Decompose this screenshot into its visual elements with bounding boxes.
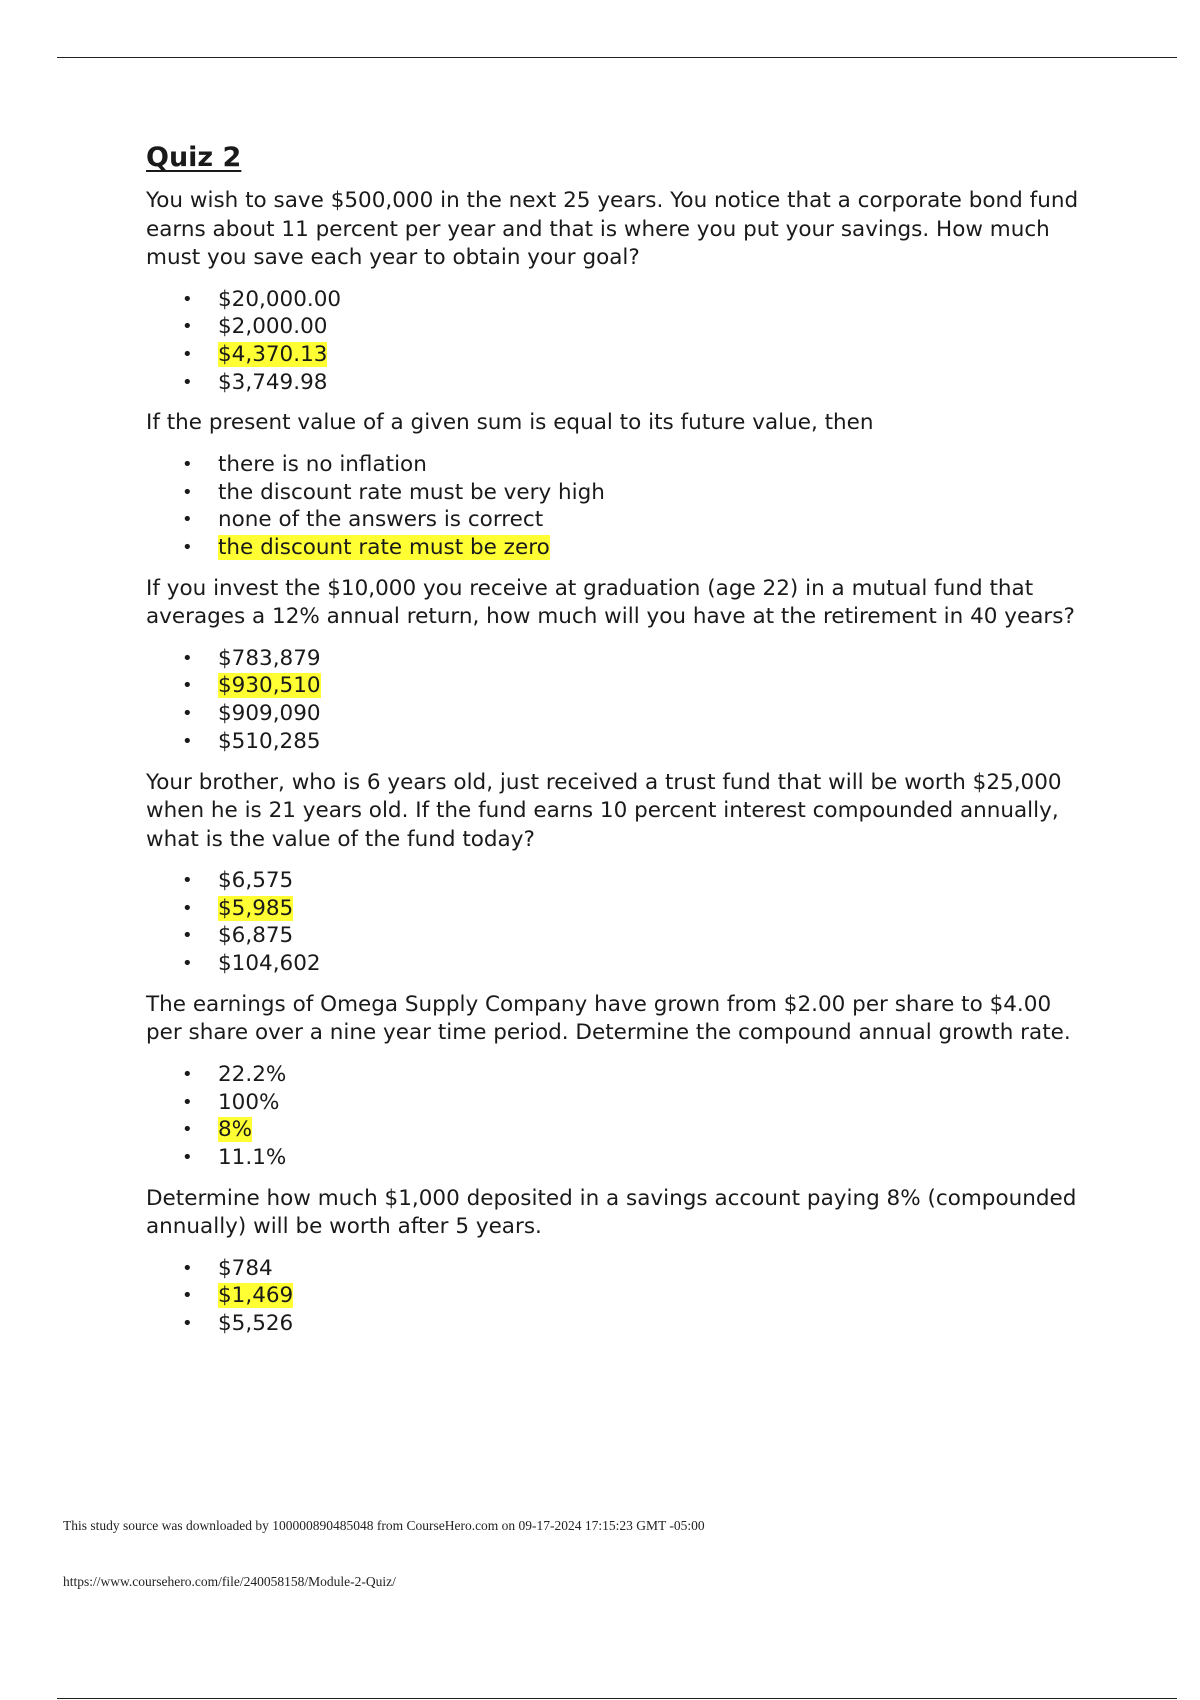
bullet-icon: • [182,1091,193,1113]
option-text-highlighted: 8% [218,1117,253,1143]
answer-option [146,506,1091,534]
top-rule [57,57,1177,58]
answer-options [146,645,1091,756]
option-text: $510,285 [218,728,321,754]
option-text: $6,875 [218,923,294,949]
option-text: none of the answers is correct [218,507,544,533]
answer-option-highlighted [146,895,1091,923]
bullet-icon: • [182,288,193,310]
question-text: Your brother, who is 6 years old, just received a trust fund that will be worth $25,000 when he is 21 years old. If the fund earns 10 percent interest compounded annually, what is the value of the fund today? [146,769,1062,852]
option-text: $3,749.98 [218,369,328,395]
bottom-rule [57,1698,1177,1699]
question-block [146,769,1091,978]
option-text: $6,575 [218,868,294,894]
bullet-icon: • [182,1146,193,1168]
answer-option [146,479,1091,507]
bullet-icon: • [182,925,193,947]
question-block [146,187,1091,396]
answer-option [146,1310,1091,1338]
bullet-icon: • [182,1285,193,1307]
answer-option [146,1144,1091,1172]
answer-option [146,922,1091,950]
question-block [146,575,1091,756]
option-text: $104,602 [218,951,321,977]
question-block [146,991,1091,1172]
bullet-icon: • [182,1063,193,1085]
bullet-icon: • [182,316,193,338]
footer-url: https://www.coursehero.com/file/240058158/Module-2-Quiz/ [63,1574,396,1589]
question-block [146,1185,1091,1338]
bullet-icon: • [182,675,193,697]
answer-option [146,1061,1091,1089]
option-text: 100% [218,1089,280,1115]
option-text-highlighted: $4,370.13 [218,342,328,367]
option-text: there is no inflation [218,451,427,477]
answer-options [146,867,1091,978]
answer-option [146,313,1091,341]
option-text-highlighted: the discount rate must be zero [218,535,550,561]
question-block [146,409,1091,561]
bullet-icon: • [182,647,193,669]
answer-options [146,286,1091,397]
answer-option [146,950,1091,978]
option-text: the discount rate must be very high [218,479,605,505]
answer-option-highlighted [146,534,1091,562]
answer-option [146,1255,1091,1283]
question-text: Determine how much $1,000 deposited in a savings account paying 8% (compounded annually) will be worth after 5 years. [146,1185,1077,1240]
answer-options [146,1255,1091,1338]
option-text: $5,526 [218,1311,294,1337]
answer-option-highlighted [146,1282,1091,1310]
quiz-content [146,140,1091,1351]
answer-option-highlighted [146,341,1091,369]
bullet-icon: • [182,344,193,365]
bullet-icon: • [182,897,193,919]
footer-source-line: This study source was downloaded by 100000890485048 from CourseHero.com on 09-17-2024 17:15:23 GMT -05:00 [63,1518,705,1533]
option-text: $909,090 [218,701,321,727]
question-text: The earnings of Omega Supply Company have grown from $2.00 per share to $4.00 per share over a nine year time period. Determine the compound annual growth rate. [146,991,1071,1046]
bullet-icon: • [182,953,193,975]
answer-option [146,451,1091,479]
option-text: 11.1% [218,1144,287,1170]
question-text: If you invest the $10,000 you receive at graduation (age 22) in a mutual fund that averages a 12% annual return, how much will you have at the retirement in 40 years? [146,575,1075,630]
bullet-icon: • [182,703,193,725]
answer-option [146,1089,1091,1117]
option-text: $784 [218,1255,273,1281]
bullet-icon: • [182,730,193,752]
option-text: 22.2% [218,1061,287,1087]
answer-option-highlighted [146,1116,1091,1144]
bullet-icon: • [182,537,193,559]
answer-options [146,1061,1091,1172]
bullet-icon: • [182,1257,193,1279]
option-text: $20,000.00 [218,286,342,312]
answer-option [146,867,1091,895]
bullet-icon: • [182,870,193,892]
option-text-highlighted: $1,469 [218,1283,294,1309]
answer-option [146,369,1091,397]
option-text-highlighted: $5,985 [218,895,294,921]
question-text: If the present value of a given sum is equal to its future value, then [146,410,874,436]
answer-options [146,451,1091,562]
answer-option [146,728,1091,756]
answer-option-highlighted [146,672,1091,700]
page-title: Quiz 2 [146,142,242,173]
answer-option [146,645,1091,673]
bullet-icon: • [182,481,193,503]
question-text: You wish to save $500,000 in the next 25 years. You notice that a corporate bond fund earns about 11 percent per year and that is where you put your savings. How much must you save each year to obtain your goal? [146,188,1079,271]
bullet-icon: • [182,1119,193,1141]
bullet-icon: • [182,371,193,393]
bullet-icon: • [182,509,193,531]
answer-option [146,286,1091,314]
option-text-highlighted: $930,510 [218,673,321,699]
bullet-icon: • [182,1313,193,1335]
option-text: $783,879 [218,645,321,671]
bullet-icon: • [182,453,193,475]
option-text: $2,000.00 [218,314,328,340]
answer-option [146,700,1091,728]
